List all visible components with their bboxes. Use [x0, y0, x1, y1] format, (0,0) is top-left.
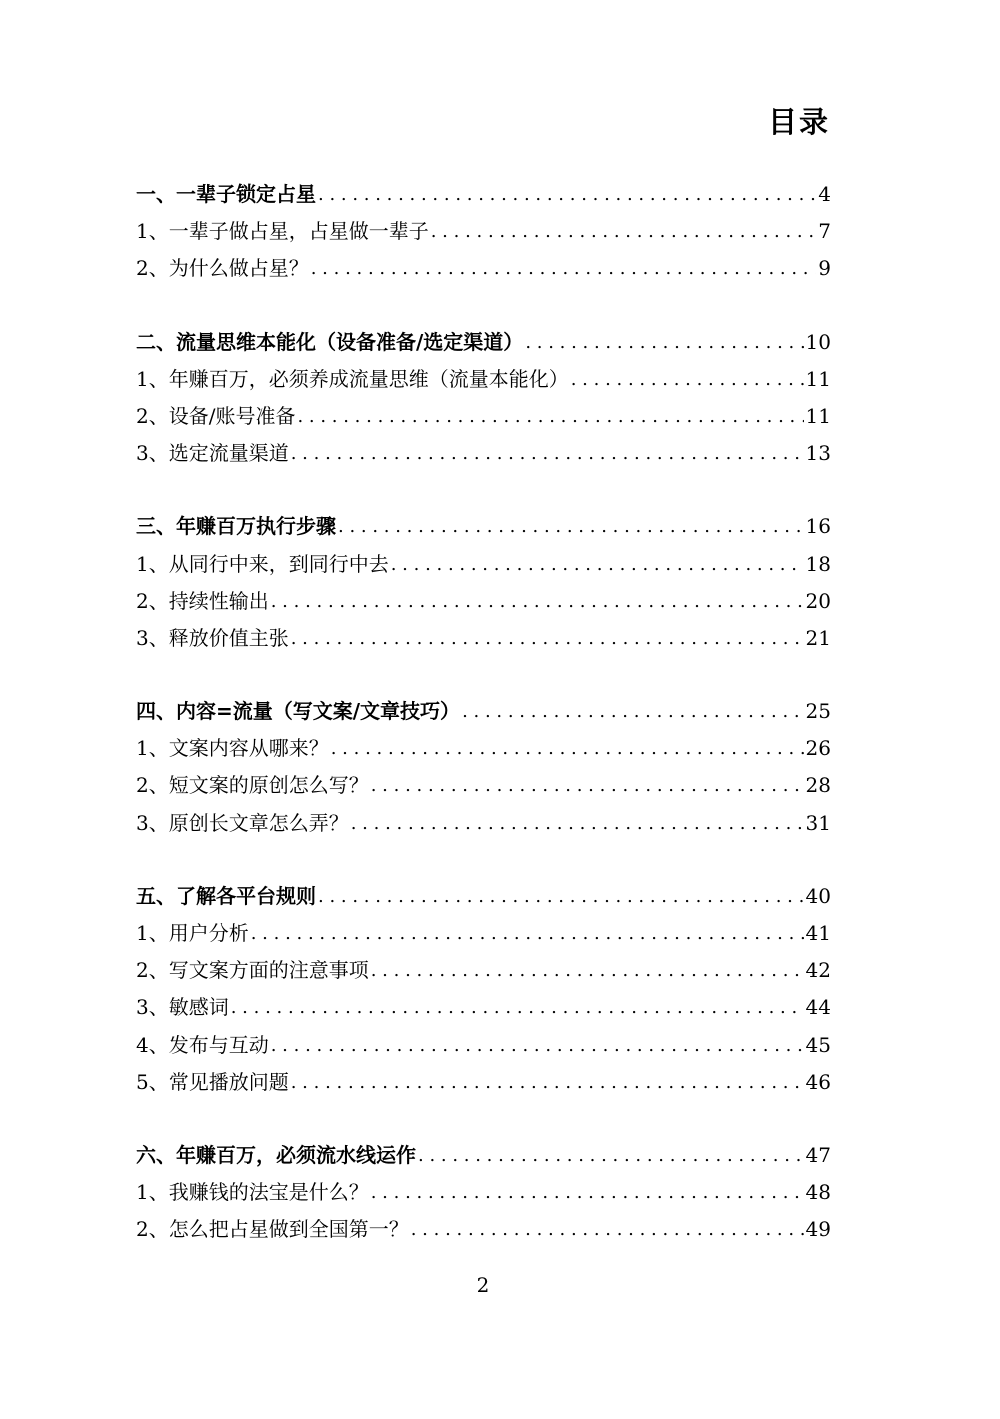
toc-item-label: 4、发布与互动: [136, 1032, 269, 1057]
toc-section-5: [136, 878, 831, 1101]
toc-heading[interactable]: [136, 1137, 831, 1174]
toc-heading[interactable]: [136, 878, 831, 915]
toc-section-6: [136, 1137, 831, 1249]
dot-leader: [371, 952, 804, 989]
dot-leader: [311, 250, 817, 287]
toc-item-label: 2、为什么做占星？: [136, 256, 309, 281]
toc-page-number: 48: [805, 1180, 831, 1205]
dot-leader: [251, 915, 804, 952]
dot-leader: [371, 1174, 804, 1211]
toc-item[interactable]: [136, 1211, 831, 1248]
toc-page-number: 11: [805, 403, 831, 428]
toc-item[interactable]: [136, 915, 831, 952]
toc-page-number: 45: [805, 1032, 831, 1057]
toc-section-4: [136, 693, 831, 842]
page-number: 2: [476, 1273, 490, 1297]
dot-leader: [411, 1211, 804, 1248]
dot-leader: [291, 435, 804, 472]
dot-leader: [318, 176, 816, 213]
toc-item-label: 1、我赚钱的法宝是什么？: [136, 1180, 369, 1205]
table-of-contents: [136, 176, 831, 1285]
dot-leader: [338, 508, 804, 545]
toc-item[interactable]: [136, 620, 831, 657]
toc-heading-label: 四、内容=流量（写文案/文章技巧）: [136, 699, 461, 724]
toc-section-3: [136, 508, 831, 657]
toc-item[interactable]: [136, 213, 831, 250]
toc-section-1: [136, 176, 831, 288]
toc-heading[interactable]: [136, 693, 831, 730]
toc-item-label: 1、年赚百万，必须养成流量思维（流量本能化）: [136, 366, 569, 391]
toc-item[interactable]: [136, 767, 831, 804]
toc-heading-label: 一、一辈子锁定占星: [136, 182, 316, 206]
toc-heading-label: 六、年赚百万，必须流水线运作: [136, 1142, 416, 1167]
toc-item[interactable]: [136, 952, 831, 989]
toc-item-label: 2、怎么把占星做到全国第一？: [136, 1217, 409, 1242]
dot-leader: [571, 361, 804, 398]
toc-page-number: 26: [805, 736, 831, 761]
toc-item[interactable]: [136, 250, 831, 287]
toc-item-label: 1、用户分析: [136, 921, 249, 945]
toc-heading-label: 二、流量思维本能化（设备准备/选定渠道）: [136, 329, 524, 354]
toc-title: 目录: [767, 105, 830, 139]
dot-leader: [418, 1137, 804, 1174]
toc-item[interactable]: [136, 1174, 831, 1211]
toc-page-number: 13: [805, 441, 831, 466]
toc-page-number: 4: [818, 182, 831, 206]
toc-page-number: 40: [805, 883, 831, 908]
toc-item-label: 2、设备/账号准备: [136, 403, 296, 428]
toc-page-number: 28: [805, 773, 831, 798]
toc-page-number: 21: [805, 625, 831, 650]
toc-page-number: 31: [805, 810, 831, 835]
toc-heading-label: 三、年赚百万执行步骤: [136, 514, 336, 539]
dot-leader: [331, 730, 804, 767]
toc-item[interactable]: [136, 1064, 831, 1101]
toc-page-number: 20: [805, 588, 831, 613]
toc-item-label: 3、选定流量渠道: [136, 441, 289, 466]
dot-leader: [291, 1064, 804, 1101]
toc-page-number: 47: [805, 1142, 831, 1167]
toc-item-label: 3、释放价值主张: [136, 625, 289, 650]
toc-heading[interactable]: [136, 508, 831, 545]
dot-leader: [318, 878, 804, 915]
toc-page-number: 16: [805, 514, 831, 539]
toc-page-number: 25: [805, 699, 831, 724]
dot-leader: [271, 1027, 804, 1064]
dot-leader: [231, 989, 804, 1026]
dot-leader: [431, 213, 817, 250]
toc-heading[interactable]: [136, 324, 831, 361]
toc-item-label: 2、写文案方面的注意事项: [136, 958, 369, 983]
dot-leader: [291, 620, 804, 657]
toc-item[interactable]: [136, 361, 831, 398]
toc-item[interactable]: [136, 435, 831, 472]
toc-page-number: 46: [805, 1069, 831, 1094]
dot-leader: [391, 546, 804, 583]
toc-item[interactable]: [136, 805, 831, 842]
toc-page-number: 18: [805, 551, 831, 576]
toc-item[interactable]: [136, 989, 831, 1026]
dot-leader: [371, 767, 804, 804]
toc-item-label: 2、短文案的原创怎么写？: [136, 773, 369, 798]
toc-item[interactable]: [136, 1027, 831, 1064]
toc-heading[interactable]: [136, 176, 831, 213]
toc-item-label: 3、原创长文章怎么弄？: [136, 810, 349, 835]
toc-item-label: 1、从同行中来，到同行中去: [136, 551, 389, 576]
toc-page-number: 9: [818, 256, 831, 281]
toc-page-number: 10: [805, 329, 831, 354]
toc-page-number: 7: [818, 219, 831, 244]
toc-page-number: 42: [805, 958, 831, 983]
toc-item[interactable]: [136, 583, 831, 620]
toc-page-number: 49: [805, 1217, 831, 1242]
dot-leader: [525, 324, 803, 361]
toc-item-label: 2、持续性输出: [136, 588, 269, 613]
toc-heading-label: 五、了解各平台规则: [136, 883, 316, 908]
toc-item-label: 1、文案内容从哪来？: [136, 736, 329, 761]
toc-item-label: 5、常见播放问题: [136, 1069, 289, 1094]
toc-page-number: 11: [805, 366, 831, 391]
toc-section-2: [136, 324, 831, 473]
dot-leader: [351, 805, 804, 842]
dot-leader: [462, 693, 803, 730]
toc-item[interactable]: [136, 546, 831, 583]
dot-leader: [297, 398, 803, 435]
toc-item-label: 3、敏感词: [136, 995, 229, 1020]
toc-item-label: 1、一辈子做占星，占星做一辈子: [136, 219, 429, 244]
dot-leader: [271, 583, 804, 620]
toc-item[interactable]: [136, 398, 831, 435]
toc-page-number: 41: [805, 921, 831, 945]
toc-page-number: 44: [805, 995, 831, 1020]
toc-item[interactable]: [136, 730, 831, 767]
